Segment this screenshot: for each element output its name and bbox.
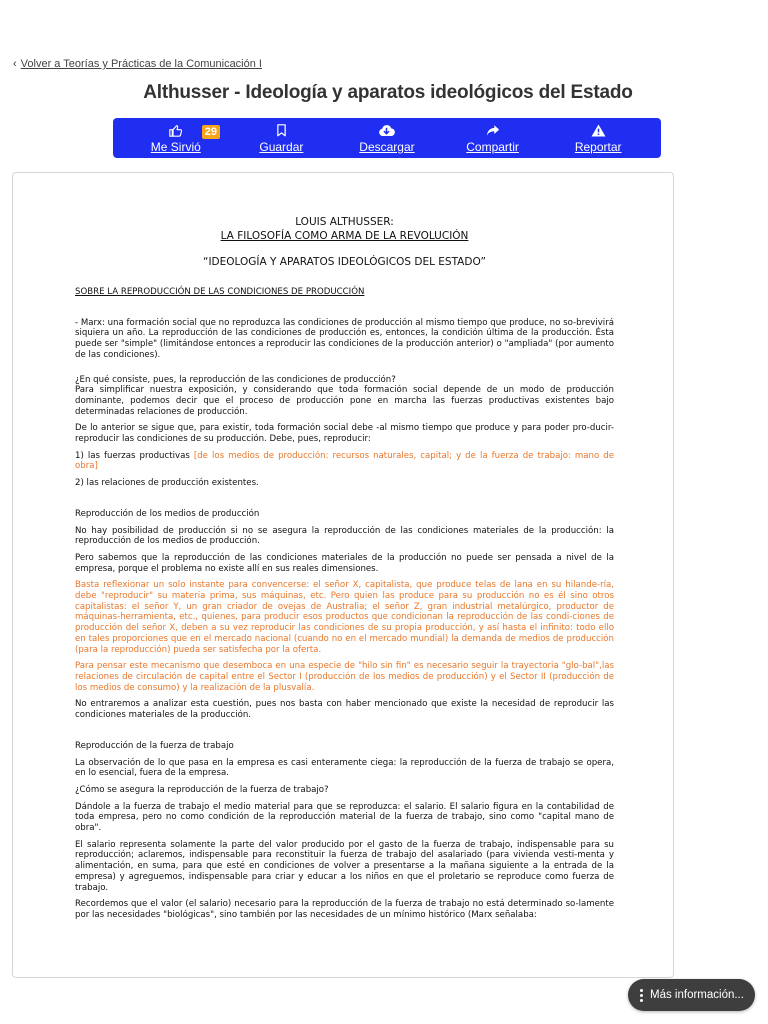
doc-highlight-paragraph: Basta reflexionar un solo instante para convencerse: el señor X, capitalista, que produce telas de lana en su hilande-ría, debe "reproducir" su materia prima, sus máquinas, etc. Pero quien las produce para su producción no es él sino otros capitalistas: el señor Y, un gran criador de ovejas de Australia; el señor Z, gran industrial metalúrgico, productor de máquinas-herramienta, etc., quienes, para producir esos productos que condicionan la reproducción de las condi-ciones de producción del señor X, deben a su vez reproducir las condiciones de su propia producción, y así hasta el infinito: todo ello en tales proporciones que en el mercado nacional (cuando no en el mercado mundial) la demanda de medios de producción (para la reproducción) pueda ser satisfecha por la oferta. bbox=[75, 580, 614, 655]
document-viewer[interactable] bbox=[12, 172, 674, 978]
bookmark-icon bbox=[276, 123, 287, 139]
doc-paragraph: Recordemos que el valor (el salario) necesario para la reproducción de la fuerza de trabajo no está determinado so-lamente por las necesidades "biológicas", sino también por las necesidades de un mínimo histórico (Marx señalaba: bbox=[75, 899, 614, 920]
doc-question: ¿En qué consiste, pues, la reproducción de las condiciones de producción? bbox=[75, 374, 396, 385]
download-label[interactable]: Descargar bbox=[359, 139, 415, 154]
doc-list-item: 2) las relaciones de producción existentes. bbox=[75, 478, 259, 489]
like-count-badge: 29 bbox=[202, 125, 220, 139]
like-label[interactable]: Me Sirvió bbox=[150, 139, 201, 154]
doc-author: LOUIS ALTHUSSER: bbox=[295, 216, 394, 228]
warning-icon bbox=[591, 123, 606, 139]
like-button[interactable] bbox=[146, 123, 218, 154]
document-toolbar bbox=[113, 118, 661, 158]
thumbs-up-icon bbox=[169, 123, 182, 139]
doc-book-title: LA FILOSOFÍA COMO ARMA DE LA REVOLUCIÓN bbox=[220, 230, 469, 242]
report-label[interactable]: Reportar bbox=[574, 139, 622, 154]
doc-paragraph: De lo anterior se sigue que, para existir, toda formación social debe -al mismo tiempo que produce y para poder pro-ducir- reproducir las condiciones de su producción. Debe, pues, reproducir: bbox=[75, 423, 614, 445]
report-button[interactable] bbox=[568, 123, 628, 154]
document-page bbox=[75, 215, 614, 921]
doc-paragraph: Pero sabemos que la reproducción de las condiciones materiales de la producción no puede ser pensada a nivel de la empresa, porque el problema no existe allí en sus reales dimensiones. bbox=[75, 552, 614, 574]
doc-question: ¿Cómo se asegura la reproducción de la fuerza de trabajo? bbox=[75, 784, 329, 795]
more-info-label[interactable]: Más información... bbox=[650, 989, 744, 1001]
save-label[interactable]: Guardar bbox=[259, 139, 304, 154]
doc-paragraph: - Marx: una formación social que no reproduzca las condiciones de producción al mismo tiempo que produce, no so-brevivirá siquiera un año. La reproducción de las condiciones de producción es, entonces, la condición última de la producción. Ésta puede ser "simple" (limitándose entonces a reproducir las condiciones de la producción anterior) o "ampliada" (por aumento de las condiciones). bbox=[75, 317, 614, 360]
doc-paragraph: Dándole a la fuerza de trabajo el medio material para que se reproduzca: el salario. El salario figura en la contabilidad de toda empresa, pero no como condición de la reproducción material de la fuerza de trabajo, sino como "capital mano de obra". bbox=[75, 801, 614, 834]
back-link-label[interactable]: Volver a Teorías y Prácticas de la Comunicación I bbox=[20, 58, 262, 70]
download-button[interactable] bbox=[357, 123, 417, 154]
doc-paragraph: El salario representa solamente la parte del valor producido por el gasto de la fuerza de trabajo, indispensable para su reproducción; aclaremos, indispensable para reconstituir la fuerza de trabajo del asalariado (para vivienda vesti-menta y alimentación, en suma, para que esté en condiciones de volver a presentarse a la mañana siguiente a la entrada de la empresa) y agreguemos, indispensable para criar y educar a los niños en que el proletario se reproduce como fuerza de trabajo. bbox=[75, 839, 614, 893]
share-button[interactable] bbox=[463, 123, 523, 154]
cloud-download-icon bbox=[378, 123, 395, 139]
doc-highlight-text: [de los medios de producción: recursos naturales, capital; y de la fuerza de trabajo: mano de obra] bbox=[75, 450, 615, 472]
page-title: Althusser - Ideología y aparatos ideológicos del Estado bbox=[143, 82, 633, 103]
doc-highlight-paragraph: Para pensar este mecanismo que desemboca en una especie de "hilo sin fin" es necesario seguir la trayectoria "glo-bal",las relaciones de circulación de capital entre el Sector I (producción de los medios de producción) y el Sector II (producción de los medios de consumo) y la realización de la plusvalía. bbox=[75, 661, 614, 693]
share-label[interactable]: Compartir bbox=[466, 139, 519, 154]
more-vertical-icon bbox=[640, 989, 643, 1002]
more-info-button[interactable] bbox=[628, 979, 755, 1011]
doc-paragraph: Para simplificar nuestra exposición, y considerando que toda formación social depende de un modo de producción dominante, podemos decir que el proceso de producción pone en marcha las fuerzas productivas existentes bajo determinadas relaciones de producción. bbox=[75, 385, 614, 417]
share-icon bbox=[486, 123, 500, 139]
chevron-left-icon: ‹ bbox=[13, 58, 17, 70]
doc-paragraph: No entraremos a analizar esta cuestión, pues nos basta con haber mencionado que existe la necesidad de reproducir las condiciones materiales de la producción. bbox=[75, 699, 614, 721]
doc-section-heading: SOBRE LA REPRODUCCIÓN DE LAS CONDICIONES DE PRODUCCIÓN bbox=[75, 287, 365, 297]
back-link[interactable] bbox=[13, 58, 262, 70]
doc-paragraph: La observación de lo que pasa en la empresa es casi enteramente ciega: la reproducción de la fuerza de trabajo se opera, en lo esencial, fuera de la empresa. bbox=[75, 757, 614, 779]
doc-paragraph: No hay posibilidad de producción si no se asegura la reproducción de las condiciones materiales de la producción: la reproducción de los medios de producción. bbox=[75, 525, 614, 547]
doc-list-item-text: 1) las fuerzas productivas bbox=[75, 450, 194, 461]
doc-subheading: Reproducción de la fuerza de trabajo bbox=[75, 740, 234, 751]
doc-essay-title: “IDEOLOGÍA Y APARATOS IDEOLÓGICOS DEL ESTADO” bbox=[203, 256, 486, 268]
doc-list-item bbox=[75, 451, 614, 472]
save-button[interactable] bbox=[251, 123, 311, 154]
doc-subheading: Reproducción de los medios de producción bbox=[75, 508, 260, 519]
